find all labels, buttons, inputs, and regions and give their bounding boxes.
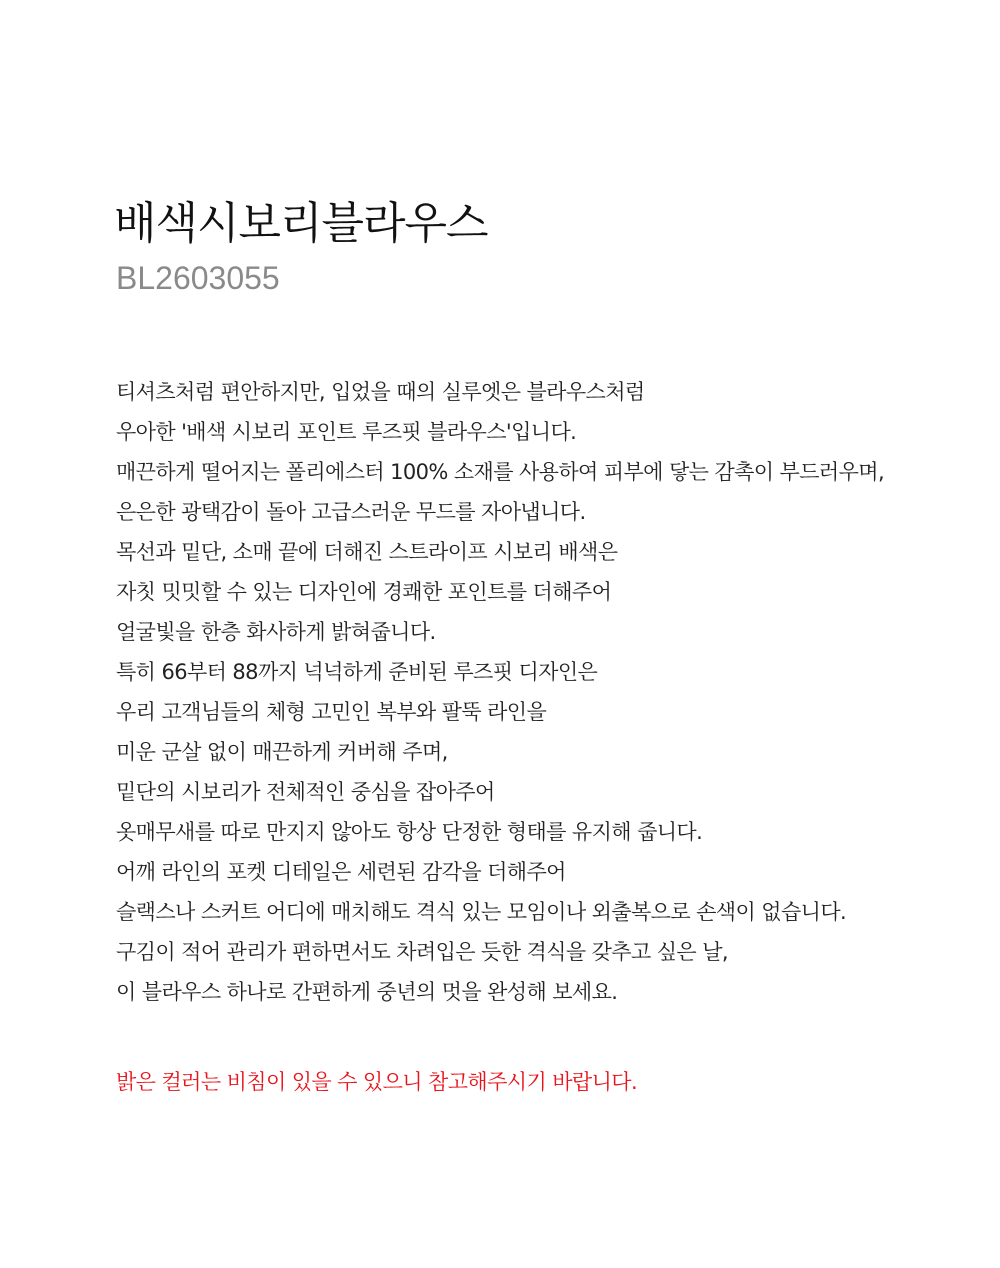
description-line: 은은한 광택감이 돌아 고급스러운 무드를 자아냅니다. [116,500,586,524]
product-code: BL2603055 [116,260,280,296]
description-line: 이 블라우스 하나로 간편하게 중년의 멋을 완성해 보세요. [116,980,618,1004]
color-notice: 밝은 컬러는 비침이 있을 수 있으니 참고해주시기 바랍니다. [116,1070,638,1094]
description-line: 매끈하게 떨어지는 폴리에스터 100% 소재를 사용하여 피부에 닿는 감촉이 부드러우며, [116,460,885,484]
product-description [116,372,884,1012]
description-line: 자칫 밋밋할 수 있는 디자인에 경쾌한 포인트를 더해주어 [116,580,612,604]
description-line: 티셔츠처럼 편안하지만, 입었을 때의 실루엣은 블라우스처럼 [116,380,645,404]
description-line: 밑단의 시보리가 전체적인 중심을 잡아주어 [116,780,495,804]
description-line: 슬랙스나 스커트 어디에 매치해도 격식 있는 모임이나 외출복으로 손색이 없습니다. [116,900,847,924]
description-line: 미운 군살 없이 매끈하게 커버해 주며, [116,740,448,764]
description-line: 구김이 적어 관리가 편하면서도 차려입은 듯한 격식을 갖추고 싶은 날, [116,940,728,964]
description-line: 우아한 '배색 시보리 포인트 루즈핏 블라우스'입니다. [116,420,577,444]
product-title: 배색시보리블라우스 [114,198,488,249]
description-line: 목선과 밑단, 소매 끝에 더해진 스트라이프 시보리 배색은 [116,540,618,564]
description-line: 특히 66부터 88까지 넉넉하게 준비된 루즈핏 디자인은 [116,660,598,684]
description-line: 옷매무새를 따로 만지지 않아도 항상 단정한 형태를 유지해 줍니다. [116,820,703,844]
description-line: 얼굴빛을 한층 화사하게 밝혀줍니다. [116,620,436,644]
description-line: 어깨 라인의 포켓 디테일은 세련된 감각을 더해주어 [116,860,566,884]
description-line: 우리 고객님들의 체형 고민인 복부와 팔뚝 라인을 [116,700,547,724]
